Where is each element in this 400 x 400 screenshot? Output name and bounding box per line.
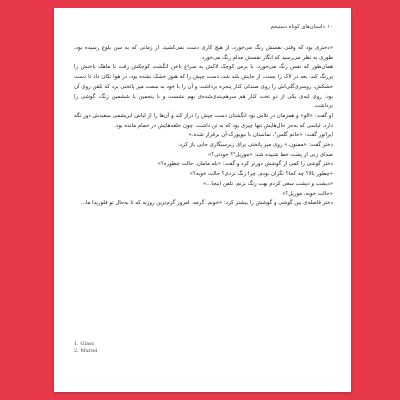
footnotes [74, 341, 97, 355]
paragraph: او گفت: «الو» و همزمان در تلاش بود انگشتان دست چپش را دراز کند و آن‌ها را از لباس ابریشمی سفیدش دور نگه دارد، لباسی که به‌جز حال‌هایش تنها چیزی بود که به تن داشت. چون حلقه‌هایش در حمام مانده بود. [74, 112, 333, 129]
paragraph: «چطور بالا؟ چه کجا؟ نگران بودم. چرا زنگ نزدی؟ حالت خوبه؟» [189, 171, 333, 178]
paragraph: دختر گوشی را کمی از گوشش دورتر کرد و گفت: «بله مامان. حالت چطوره؟» [157, 161, 333, 168]
paragraph: دختر گفت: «ممنون.» روی میز پاتختی برای زیرسیگاری جایی باز کرد. [178, 142, 333, 149]
paragraph: «دختری بود که وقتی نفسش رنگ می‌خورد، از هیچ کاری دست نمی‌کشید. از زمانی که به سن بلوغ رسیده بود، طوری به نظر می‌رسید که انگار نفسش مدام رنگ می‌خورد. [74, 45, 333, 61]
footnote: 2. Muriel [74, 347, 98, 354]
paragraph: دختر فاصله‌ی بین گوشی و گوشش را بیشتر کرد: «خوبم. گرمه. امروز گرم‌ترین روزیه که تا به‌حال تو فلوریدا ما... [80, 200, 333, 207]
paragraph: اپراتور گفت: «خانم گلس¹، تماستان با نیویورک-آن برقرار شده.» [188, 132, 333, 139]
paragraph: «حالت خوبه، موریل؟» [282, 190, 333, 197]
running-head [271, 24, 333, 30]
paragraph: همان‌طور که نفس رنگ می‌خورد، با برس کوچک لاکش به سراغ ناخن انگشت کوچکش رفت تا ماهک ناخنش را پررنگ کند. بعد در لاک را بست، از جایش بلند شد، دست چپش را که هنوز خشک نشده بود، در هوا تکان داد تا دست خشکش، روسری‌گلی‌اش را روی صندلی کنار پنجره برداشت و آن را با خود به سمت میز پاتختی برد که تلفن روی آن بود. روی لبه‌ی یکی از دو تخت کنار هم سرهم‌بندی‌شده‌ی بهم نشست و با پنجمین یا ششمین زنگ، گوشی را برداشت. [74, 64, 333, 110]
body-text [74, 44, 333, 209]
paragraph: صدای زنی از پشت خط شنیده شد: «موریل²؟ خودتی؟» [207, 151, 333, 158]
page-number: ۱۰ [327, 24, 333, 30]
book-page [54, 8, 351, 392]
footnote: 1. Glass [74, 341, 95, 347]
paragraph: «دیشب و دیشب سعی کردم بهت زنگ بزنم. تلفن اینجا...» [202, 180, 333, 187]
running-head-title: داستان‌های کوتاه دستیجم [270, 24, 325, 30]
